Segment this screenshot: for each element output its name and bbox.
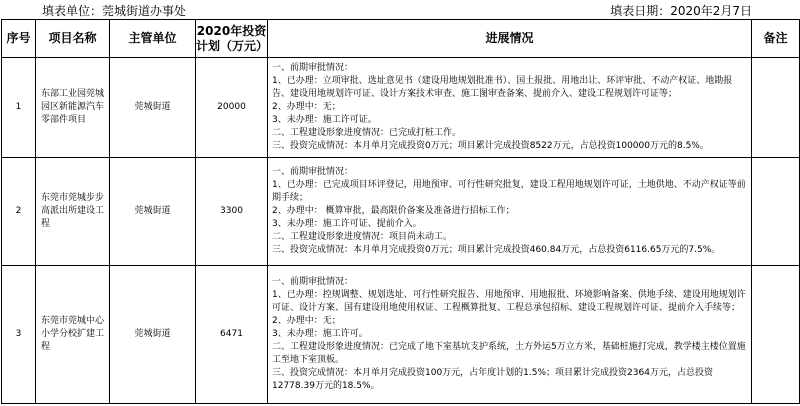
column-header-progress: 进展情况 — [268, 20, 752, 58]
filling-unit: 填表单位：莞城街道办事处 — [42, 4, 187, 18]
project-name: 东部工业园莞城园区新能源汽车零部件项目 — [36, 58, 110, 158]
column-header-seq: 序号 — [2, 20, 36, 58]
progress-line: 三、投资完成情况：本月单月完成投资0万元；项目累计完成投资460.84万元，占总投资6116.65万元的7.5%。 — [272, 245, 721, 255]
progress-line: 一、前期审批情况： — [272, 167, 354, 177]
project-name: 东莞市莞城步步高派出所建设工程 — [36, 158, 110, 266]
sheet-header — [0, 0, 800, 18]
progress-details — [268, 266, 752, 404]
row-seq: 1 — [2, 58, 36, 158]
progress-line: 3、未办理：施工许可证、提前介入。 — [272, 219, 422, 229]
progress-line: 2、办理中：无； — [272, 316, 341, 326]
column-header-plan: 2020年投资计划（万元） — [196, 20, 268, 58]
managing-unit: 莞城街道 — [110, 58, 196, 158]
progress-line: 一、前期审批情况： — [272, 277, 354, 287]
progress-line: 1、已办理：已完成项目环评登记，用地预审、可行性研究批复，建设工程用地规划许可证，土地供地、不动产权证等前期手续； — [272, 180, 746, 203]
progress-line: 二、工程建设形象进度情况：已完成了地下室基坑支护系统，土方外运5万立方米，基础桩施打完成，教学楼主楼位置施工至地下室顶板。 — [272, 342, 746, 365]
table-header-row — [2, 20, 800, 58]
managing-unit: 莞城街道 — [110, 266, 196, 404]
row-note — [752, 158, 800, 266]
progress-details — [268, 158, 752, 266]
row-seq: 3 — [2, 266, 36, 404]
progress-line: 3、未办理：施工许可证。 — [272, 115, 377, 125]
row-note — [752, 266, 800, 404]
progress-line: 1、已办理：立项审批、选址意见书（建设用地规划批准书）、国土报批、用地出让、环评审批、不动产权证、地勘报告、建设用地规划许可证、设计方案技术审查、施工图审查备案、提前介入、建设工程规划许可证等； — [272, 76, 733, 99]
table-row — [2, 158, 800, 266]
progress-line: 三、投资完成情况：本月单月完成投资100万元，占年度计划的1.5%；项目累计完成投资2364万元，占总投资12778.39万元的18.5%。 — [272, 368, 713, 391]
investment-plan: 6471 — [196, 266, 268, 404]
row-seq: 2 — [2, 158, 36, 266]
managing-unit: 莞城街道 — [110, 158, 196, 266]
progress-line: 1、已办理：控规调整、规划选址、可行性研究报告、用地预审、用地报批、环境影响备案、供地手续、建设用地规划许可证、设计方案、国有建设用地使用权证、工程概算批复、工程总承包招标、建设工程规划许可证、提前介入手续等； — [272, 290, 746, 313]
progress-line: 二、工程建设形象进度情况：已完成打桩工作。 — [272, 128, 462, 138]
progress-line: 三、投资完成情况：本月单月完成投资0万元；项目累计完成投资8522万元，占总投资100000万元的8.5%。 — [272, 141, 709, 151]
filling-date: 填表日期：2020年2月7日 — [610, 4, 752, 18]
progress-line: 3、未办理：施工许可。 — [272, 329, 368, 339]
table-row — [2, 266, 800, 404]
progress-details — [268, 58, 752, 158]
progress-table — [1, 19, 800, 404]
investment-plan: 3300 — [196, 158, 268, 266]
row-note — [752, 58, 800, 158]
progress-line: 2、办理中：无； — [272, 102, 341, 112]
progress-line: 二、工程建设形象进度情况：项目尚未动工。 — [272, 232, 453, 242]
column-header-note: 备注 — [752, 20, 800, 58]
column-header-unit: 主管单位 — [110, 20, 196, 58]
progress-line: 2、办理中： 概算审批，最高限价备案及准备进行招标工作； — [272, 206, 515, 216]
column-header-name: 项目名称 — [36, 20, 110, 58]
investment-plan: 20000 — [196, 58, 268, 158]
table-row — [2, 58, 800, 158]
project-name: 东莞市莞城中心小学分校扩建工程 — [36, 266, 110, 404]
progress-line: 一、前期审批情况： — [272, 63, 354, 73]
